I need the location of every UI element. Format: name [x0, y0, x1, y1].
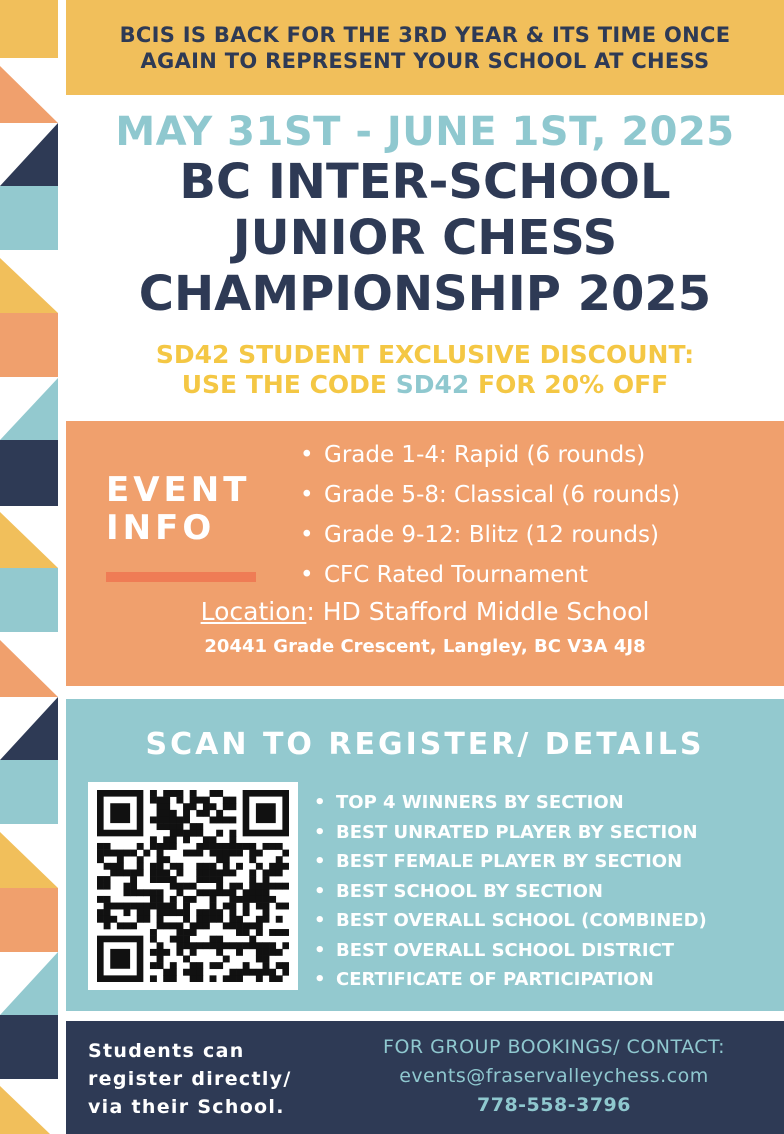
top-banner [66, 0, 784, 95]
footer-panel [66, 1021, 784, 1134]
discount-text-before: USE THE CODE [181, 370, 388, 399]
title-line-2: JUNIOR CHESS [232, 210, 618, 266]
discount-notice [66, 340, 784, 400]
location-label: Location [200, 597, 307, 626]
list-item: • Grade 5-8: Classical (6 rounds) [300, 475, 680, 515]
list-item: • Grade 1-4: Rapid (6 rounds) [300, 435, 680, 475]
poster-content [66, 0, 784, 1134]
list-item: • BEST SCHOOL BY SECTION [312, 877, 707, 907]
location-value: : HD Stafford Middle School [306, 597, 650, 626]
register-heading: SCAN TO REGISTER/ DETAILS [145, 727, 705, 762]
contact-email-link[interactable]: events@fraservalleychess.com [399, 1065, 709, 1087]
discount-code: SD42 [395, 370, 470, 399]
footer-note-line-1: Students can [88, 1040, 245, 1062]
contact-label: FOR GROUP BOOKINGS/ CONTACT: [383, 1036, 725, 1058]
banner-line-1: BCIS IS BACK FOR THE 3RD YEAR & ITS TIME ONCE [119, 22, 731, 47]
decorative-triangle-strip [0, 0, 58, 1134]
qr-code-icon [97, 790, 289, 982]
event-dates: MAY 31ST - JUNE 1ST, 2025 [115, 109, 735, 155]
page-title [66, 154, 784, 322]
title-line-1: BC INTER-SCHOOL [179, 154, 671, 210]
footer-note-line-2: register directly/ [88, 1068, 292, 1090]
list-item: • TOP 4 WINNERS BY SECTION [312, 788, 707, 818]
list-item: • BEST OVERALL SCHOOL (COMBINED) [312, 906, 707, 936]
event-info-panel [66, 421, 784, 686]
list-item: • CERTIFICATE OF PARTICIPATION [312, 965, 707, 995]
footer-note-line-3: via their School. [88, 1096, 285, 1118]
event-info-heading [106, 471, 250, 547]
list-item: • BEST OVERALL SCHOOL DISTRICT [312, 936, 707, 966]
list-item: • BEST UNRATED PLAYER BY SECTION [312, 818, 707, 848]
list-item: • CFC Rated Tournament [300, 555, 680, 595]
event-details-list [300, 435, 680, 595]
title-line-3: CHAMPIONSHIP 2025 [138, 266, 712, 322]
discount-line-1: SD42 STUDENT EXCLUSIVE DISCOUNT: [155, 340, 695, 369]
prizes-list [312, 788, 707, 995]
event-heading-line-1: EVENT [106, 470, 251, 510]
discount-line-2 [66, 370, 784, 400]
event-accent-bar [106, 572, 256, 582]
event-address: 20441 Grade Crescent, Langley, BC V3A 4J8 [204, 636, 646, 657]
banner-line-2: AGAIN TO REPRESENT YOUR SCHOOL AT CHESS [140, 48, 710, 73]
footer-registration-note [88, 1037, 292, 1121]
list-item: • Grade 9-12: Blitz (12 rounds) [300, 515, 680, 555]
register-panel [66, 699, 784, 1011]
registration-qr-code[interactable] [88, 782, 298, 990]
list-item: • BEST FEMALE PLAYER BY SECTION [312, 847, 707, 877]
event-heading-line-2: INFO [106, 508, 216, 548]
event-location [66, 595, 784, 629]
contact-phone-link[interactable]: 778-558-3796 [477, 1094, 631, 1116]
discount-text-after: FOR 20% OFF [478, 370, 669, 399]
footer-contact [334, 1033, 774, 1120]
